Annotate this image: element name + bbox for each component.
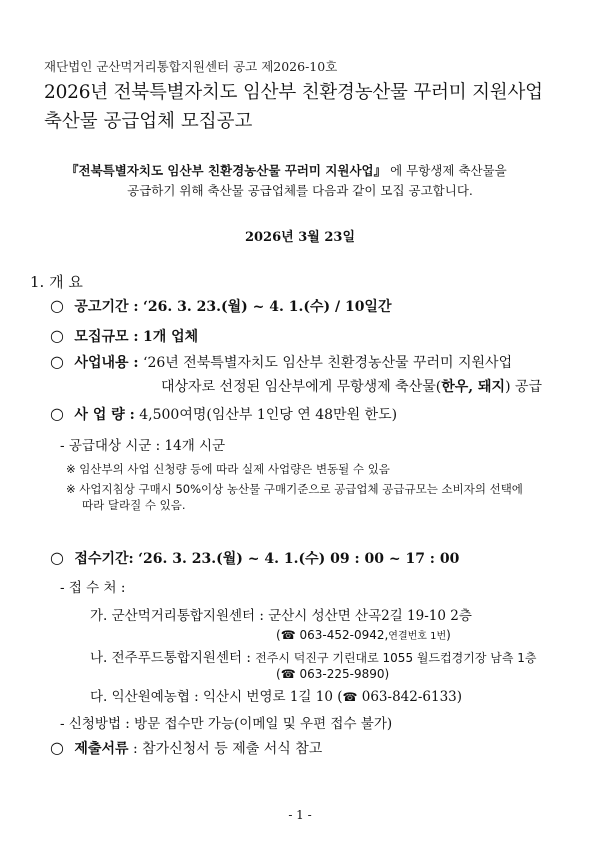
reception-label: 접수기간: — [74, 551, 134, 567]
reception-place-title: - 접 수 처 : — [60, 580, 126, 596]
period-label: 공고기간 : — [74, 299, 139, 315]
period-item — [50, 296, 392, 316]
announcement-date: 2026년 3월 23일 — [244, 230, 356, 245]
circle-bullet-icon: ○ — [50, 548, 64, 567]
documents-value: : 참가신청서 등 제출 서식 참고 — [132, 741, 323, 757]
amount-label: 사 업 량 : — [74, 407, 135, 423]
business-line2-post: ) 공급 — [505, 379, 543, 395]
business-item — [50, 352, 512, 372]
business-line2-pre: 대상자로 선정된 임산부에게 무항생제 축산물( — [161, 379, 442, 395]
application-method: - 신청방법 : 방문 접수만 가능(이메일 및 우편 접수 불가) — [60, 716, 393, 732]
business-line2-bold: 한우, 돼지 — [441, 379, 506, 395]
place-c-phone: 063-842-6133 — [361, 689, 457, 705]
place-a-phone-line: (☎ 063-452-0942,연결번호 1번) — [276, 628, 451, 642]
page-title-line2: 축산물 공급업체 모집공고 — [44, 111, 253, 132]
intro-line1 — [66, 161, 507, 179]
place-b-name: 나. 전주푸드통합지원센터 : — [90, 650, 251, 666]
business-line1: ‘26년 전북특별자치도 임산부 친환경농산물 꾸러미 지원사업 — [143, 355, 513, 371]
program-name: 『전북특별자치도 임산부 친환경농산물 꾸러미 지원사업』 — [66, 163, 387, 178]
circle-bullet-icon: ○ — [50, 738, 64, 757]
section-title: 1. 개 요 — [30, 273, 83, 291]
phone-icon: ☎ — [342, 690, 358, 704]
place-a: 가. 군산먹거리통합지원센터 : 군산시 성산면 산곡2길 19-10 2층 — [90, 608, 472, 624]
intro-line1-rest: 에 무항생제 축산물을 — [390, 163, 507, 178]
page-title-line1: 2026년 전북특별자치도 임산부 친환경농산물 꾸러미 지원사업 — [44, 82, 543, 103]
target-region: - 공급대상 시군 : 14개 시군 — [60, 438, 226, 454]
amount-item — [50, 404, 397, 424]
page-number: - 1 - — [288, 808, 312, 822]
place-b-phone: 063-225-9890 — [299, 667, 385, 681]
note-1: ※ 임산부의 사업 신청량 등에 따라 실제 사업량은 변동될 수 있음 — [66, 462, 390, 476]
business-line2 — [161, 376, 542, 396]
scale-value: 1개 업체 — [143, 329, 199, 345]
scale-label: 모집규모 : — [74, 329, 139, 345]
reception-value: ‘26. 3. 23.(월) ~ 4. 1.(수) 09 : 00 ~ 17 : 00 — [138, 551, 460, 567]
place-a-phone: 063-452-0942, — [299, 628, 389, 642]
business-label: 사업내용 : — [74, 355, 139, 371]
place-a-ext: 연결번호 1번 — [388, 631, 447, 642]
period-value: ‘26. 3. 23.(월) ~ 4. 1.(수) / 10일간 — [143, 299, 392, 315]
place-c: 다. 익산원예농협 : 익산시 번영로 1길 10 (☎ 063-842-6133) — [90, 689, 463, 705]
circle-bullet-icon: ○ — [50, 404, 64, 423]
note-2-line1: ※ 사업지침상 구매시 50%이상 농산물 구매기준으로 공급업체 공급규모는 소비자의 선택에 — [66, 482, 523, 496]
documents-item — [50, 738, 322, 758]
intro-line2: 공급하기 위해 축산물 공급업체를 다음과 같이 모집 공고합니다. — [127, 183, 473, 198]
documents-label: 제출서류 — [74, 741, 129, 757]
reception-period-item — [50, 548, 459, 568]
circle-bullet-icon: ○ — [50, 352, 64, 371]
circle-bullet-icon: ○ — [50, 326, 64, 345]
phone-icon: ☎ — [280, 667, 296, 681]
announcement-number: 재단법인 군산먹거리통합지원센터 공고 제2026-10호 — [44, 59, 338, 74]
place-b-phone-line: (☎ 063-225-9890) — [276, 667, 390, 681]
note-2-line2: 따라 달라질 수 있음. — [82, 498, 186, 512]
amount-value: 4,500여명(임산부 1인당 연 48만원 한도) — [139, 407, 398, 423]
place-b — [90, 646, 536, 666]
phone-icon: ☎ — [280, 628, 296, 642]
place-c-text: 다. 익산원예농협 : 익산시 번영로 1길 10 ( — [90, 689, 343, 705]
place-b-addr: 전주시 덕진구 기린대로 1055 월드컵경기장 남측 1층 — [255, 651, 537, 665]
circle-bullet-icon: ○ — [50, 296, 64, 315]
scale-item — [50, 326, 198, 346]
